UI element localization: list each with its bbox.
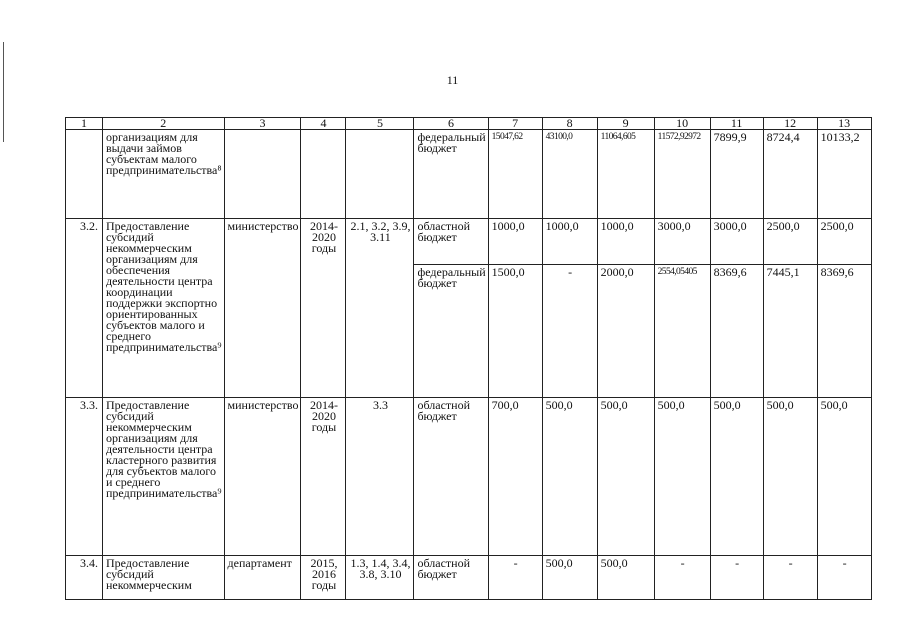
column-header: 10: [654, 118, 710, 130]
amount-cell: 500,0: [597, 398, 654, 556]
funding-source: федеральный бюджет: [414, 130, 488, 219]
program-table: [65, 117, 872, 600]
amount-cell: -: [817, 556, 871, 600]
table-row: [66, 130, 872, 219]
amount-cell: 2500,0: [763, 219, 817, 265]
amount-cell: -: [488, 556, 542, 600]
indicator-refs: 2.1, 3.2, 3.9, 3.11: [346, 219, 414, 398]
amount-cell: 8369,6: [710, 265, 763, 398]
executor: министерство: [224, 219, 301, 398]
amount-cell: 1000,0: [542, 219, 597, 265]
amount-cell: 8724,4: [763, 130, 817, 219]
amount-cell: 500,0: [763, 398, 817, 556]
column-header: 12: [763, 118, 817, 130]
amount-cell: 7899,9: [710, 130, 763, 219]
amount-cell: 500,0: [597, 556, 654, 600]
amount-cell: -: [763, 556, 817, 600]
executor: министерство: [224, 398, 301, 556]
period: 2014-2020 годы: [301, 219, 346, 398]
funding-source: областной бюджет: [414, 556, 488, 600]
amount-cell: 500,0: [710, 398, 763, 556]
amount-cell: 2500,0: [817, 219, 871, 265]
amount-cell: -: [542, 265, 597, 398]
amount-cell: 700,0: [488, 398, 542, 556]
amount-cell: 3000,0: [710, 219, 763, 265]
funding-source: областной бюджет: [414, 219, 488, 265]
row-number: 3.2.: [66, 219, 103, 398]
executor: [224, 130, 301, 219]
funding-source: областной бюджет: [414, 398, 488, 556]
indicator-refs: [346, 130, 414, 219]
measure-description: Предоставление субсидий некоммерческим организациям для обеспечения деятельности центра координации поддержки экспортно ориентированных субъектов малого и среднего предпринимательства⁹: [103, 219, 225, 398]
amount-cell: 15047,62: [488, 130, 542, 219]
amount-cell: 11572,92972: [654, 130, 710, 219]
amount-cell: 500,0: [542, 556, 597, 600]
funding-source: федеральный бюджет: [414, 265, 488, 398]
amount-cell: 500,0: [542, 398, 597, 556]
column-header-row: [66, 118, 872, 130]
period: 2015, 2016 годы: [301, 556, 346, 600]
column-header: 4: [301, 118, 346, 130]
amount-cell: 1000,0: [597, 219, 654, 265]
amount-cell: 2000,0: [597, 265, 654, 398]
period: 2014-2020 годы: [301, 398, 346, 556]
amount-cell: 500,0: [654, 398, 710, 556]
amount-cell: 500,0: [817, 398, 871, 556]
period: [301, 130, 346, 219]
column-header: 7: [488, 118, 542, 130]
table-row: [66, 398, 872, 556]
column-header: 9: [597, 118, 654, 130]
amount-cell: -: [654, 556, 710, 600]
column-header: 2: [103, 118, 225, 130]
table-row: [66, 556, 872, 600]
column-header: 11: [710, 118, 763, 130]
column-header: 3: [224, 118, 301, 130]
amount-cell: 8369,6: [817, 265, 871, 398]
row-number: 3.4.: [66, 556, 103, 600]
row-number: 3.3.: [66, 398, 103, 556]
indicator-refs: 1.3, 1.4, 3.4, 3.8, 3.10: [346, 556, 414, 600]
amount-cell: 7445,1: [763, 265, 817, 398]
measure-description: Предоставление субсидий некоммерческим: [103, 556, 225, 600]
row-number: [66, 130, 103, 219]
amount-cell: 2554,05405: [654, 265, 710, 398]
amount-cell: -: [710, 556, 763, 600]
table-row: [66, 219, 872, 265]
amount-cell: 1000,0: [488, 219, 542, 265]
measure-description: организациям для выдачи займов субъектам малого предпринимательства⁸: [103, 130, 225, 219]
amount-cell: 10133,2: [817, 130, 871, 219]
amount-cell: 11064,605: [597, 130, 654, 219]
indicator-refs: 3.3: [346, 398, 414, 556]
column-header: 5: [346, 118, 414, 130]
amount-cell: 3000,0: [654, 219, 710, 265]
page-number: 11: [446, 73, 459, 87]
column-header: 8: [542, 118, 597, 130]
executor: департамент: [224, 556, 301, 600]
measure-description: Предоставление субсидий некоммерческим организациям для деятельности центра кластерного развития для субъектов малого и среднего предпринимательства⁹: [103, 398, 225, 556]
column-header: 13: [817, 118, 871, 130]
column-header: 6: [414, 118, 488, 130]
amount-cell: 1500,0: [488, 265, 542, 398]
column-header: 1: [66, 118, 103, 130]
margin-line: [3, 42, 4, 142]
amount-cell: 43100,0: [542, 130, 597, 219]
